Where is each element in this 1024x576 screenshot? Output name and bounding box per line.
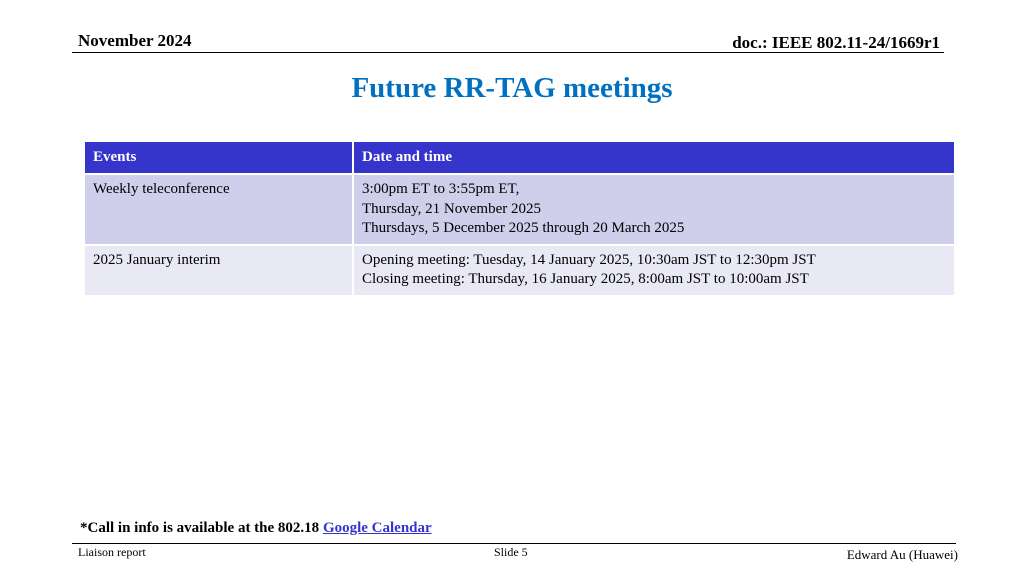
column-header-date-time: Date and time [353, 142, 954, 174]
date-time-cell [353, 174, 954, 245]
date-time-cell [353, 245, 954, 295]
table-row [85, 174, 954, 245]
call-in-footnote [80, 520, 432, 537]
header-date: November 2024 [78, 31, 192, 50]
date-time-line: Opening meeting: Tuesday, 14 January 2025, 10:30am JST to 12:30pm JST [362, 251, 816, 268]
slide-title: Future RR-TAG meetings [351, 72, 673, 104]
meetings-table [85, 142, 954, 295]
table-row [85, 245, 954, 295]
header-doc-id: doc.: IEEE 802.11-24/1669r1 [732, 33, 940, 52]
slide-number: Slide 5 [494, 545, 528, 559]
date-time-line: Thursdays, 5 December 2025 through 20 March 2025 [362, 220, 685, 236]
date-time-line: 3:00pm ET to 3:55pm ET, [362, 181, 520, 197]
event-cell: 2025 January interim [85, 245, 353, 295]
header-divider [72, 52, 944, 53]
date-time-line: Thursday, 21 November 2025 [362, 200, 541, 217]
footnote-text: *Call in info is available at the 802.18 [80, 520, 323, 536]
column-header-events: Events [85, 142, 353, 174]
footer-left-label: Liaison report [78, 545, 146, 559]
footer-divider [72, 543, 956, 544]
event-cell: Weekly teleconference [85, 174, 353, 245]
table-header-row [85, 142, 954, 174]
date-time-line: Closing meeting: Thursday, 16 January 2025, 8:00am JST to 10:00am JST [362, 271, 809, 287]
footer-author: Edward Au (Huawei) [846, 547, 958, 562]
google-calendar-link[interactable]: Google Calendar [322, 520, 432, 536]
